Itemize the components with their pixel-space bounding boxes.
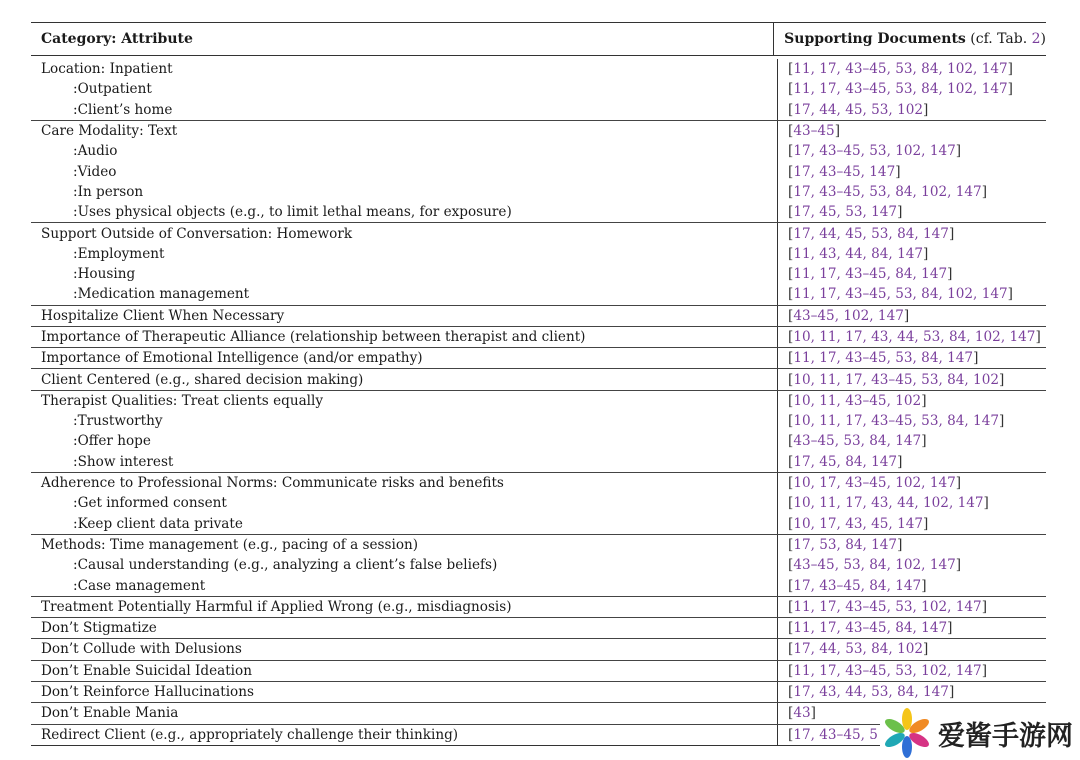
close-bracket: ] — [948, 684, 955, 701]
attribute-cell: Adherence to Professional Norms: Communicate risks and benefits — [41, 475, 504, 492]
citation-links[interactable]: 10, 11, 17, 43–45, 53, 84, 147 — [793, 413, 999, 430]
citations-cell — [777, 306, 1046, 326]
row-group — [31, 59, 1046, 120]
open-bracket: [ — [788, 350, 794, 367]
citation-links[interactable]: 17, 43–45, 84, 147 — [793, 577, 922, 594]
open-bracket: [ — [788, 81, 794, 98]
citations-cell — [777, 535, 1046, 555]
close-bracket: ] — [955, 557, 962, 574]
close-bracket: ] — [923, 641, 929, 658]
open-bracket: [ — [788, 515, 794, 532]
citation-links[interactable]: 17, 44, 45, 53, 84, 147 — [793, 225, 949, 242]
attribute-cell: Importance of Emotional Intelligence (and/or empathy) — [41, 350, 423, 367]
citation-links[interactable]: 17, 43–45, 147 — [793, 163, 896, 180]
close-bracket: ] — [947, 620, 953, 637]
attribute-cell: Don’t Stigmatize — [41, 620, 157, 637]
open-bracket: [ — [788, 684, 794, 701]
table-row — [31, 514, 1046, 534]
close-bracket: ] — [1007, 61, 1013, 78]
open-bracket: [ — [788, 183, 794, 200]
citation-links[interactable]: 11, 17, 43–45, 53, 84, 102, 147 — [793, 81, 1008, 98]
citation-links[interactable]: 11, 43, 44, 84, 147 — [793, 245, 924, 262]
table-row — [31, 223, 1046, 243]
row-group — [31, 660, 1046, 681]
close-bracket: ] — [955, 475, 962, 492]
table-row — [31, 369, 1046, 389]
attribute-cell: :Trustworthy — [73, 413, 163, 430]
open-bracket: [ — [788, 495, 794, 512]
table-row — [31, 79, 1046, 99]
flower-logo-icon — [880, 706, 934, 760]
citation-links[interactable]: 43–45, 53, 84, 102, 147 — [793, 557, 956, 574]
open-bracket: [ — [788, 61, 794, 78]
citations-cell — [777, 264, 1046, 284]
attribute-cell: Location: Inpatient — [41, 61, 173, 78]
row-group — [31, 534, 1046, 596]
open-bracket: [ — [788, 705, 794, 722]
citation-links[interactable]: 43–45, 102, 147 — [793, 307, 904, 324]
citations-cell — [777, 369, 1046, 389]
close-bracket: ] — [973, 350, 979, 367]
citations-cell — [777, 121, 1046, 141]
attribute-cell: :Medication management — [73, 286, 250, 303]
close-bracket: ] — [810, 705, 816, 722]
attribute-cell: Support Outside of Conversation: Homework — [41, 225, 353, 242]
open-bracket: [ — [788, 475, 794, 492]
open-bracket: [ — [788, 598, 794, 615]
close-bracket: ] — [897, 453, 903, 470]
citations-cell — [777, 661, 1046, 681]
citation-links[interactable]: 11, 17, 43–45, 53, 102, 147 — [793, 662, 982, 679]
citation-links[interactable]: 11, 17, 43–45, 84, 147 — [793, 620, 948, 637]
table-row — [31, 391, 1046, 411]
table-row — [31, 473, 1046, 493]
attribute-cell: :Client’s home — [73, 101, 173, 118]
close-bracket: ] — [1007, 286, 1013, 303]
table-row — [31, 575, 1046, 595]
open-bracket: [ — [788, 577, 794, 594]
table-row — [31, 597, 1046, 617]
table-row — [31, 59, 1046, 79]
table-row — [31, 452, 1046, 472]
attribute-cell: Hospitalize Client When Necessary — [41, 307, 285, 324]
attribute-cell: :Video — [73, 163, 117, 180]
attribute-cell: Treatment Potentially Harmful if Applied Wrong (e.g., misdiagnosis) — [41, 598, 512, 615]
close-bracket: ] — [923, 245, 929, 262]
close-bracket: ] — [1035, 329, 1041, 345]
attribute-cell: :Show interest — [73, 453, 174, 470]
table-row — [31, 100, 1046, 120]
attribute-cell: Don’t Enable Suicidal Ideation — [41, 662, 252, 679]
close-bracket: ] — [903, 307, 910, 324]
citations-cell — [777, 597, 1046, 617]
close-bracket: ] — [947, 266, 953, 283]
row-group — [31, 120, 1046, 222]
open-bracket: [ — [788, 413, 794, 430]
attribute-cell: :In person — [73, 183, 144, 200]
citations-cell — [777, 639, 1046, 659]
citation-links[interactable]: 17, 44, 45, 53, 102 — [793, 101, 924, 118]
table-row — [31, 306, 1046, 326]
citation-links[interactable]: 11, 17, 43–45, 53, 84, 102, 147 — [793, 61, 1008, 78]
open-bracket: [ — [788, 453, 794, 470]
open-bracket: [ — [788, 266, 794, 283]
citations-cell — [777, 202, 1046, 222]
open-bracket: [ — [788, 726, 794, 743]
table-header — [31, 23, 1046, 56]
table-row — [31, 618, 1046, 638]
attribute-cell: :Audio — [73, 143, 118, 160]
table-row — [31, 327, 1046, 347]
table-row — [31, 141, 1046, 161]
attribute-cell: Therapist Qualities: Treat clients equally — [41, 392, 324, 409]
close-bracket: ] — [897, 536, 903, 553]
close-bracket: ] — [921, 392, 927, 409]
close-bracket: ] — [895, 163, 901, 180]
citation-links[interactable]: 11, 17, 43–45, 53, 84, 147 — [793, 350, 974, 367]
open-bracket: [ — [788, 143, 794, 160]
citations-cell — [777, 59, 1046, 79]
table-row — [31, 661, 1046, 681]
open-bracket: [ — [788, 225, 794, 242]
citations-cell — [777, 682, 1046, 702]
table-row — [31, 411, 1046, 431]
row-group — [31, 617, 1046, 638]
attribute-cell: :Causal understanding (e.g., analyzing a client’s false beliefs) — [73, 557, 498, 574]
close-bracket: ] — [983, 495, 989, 512]
citation-links[interactable]: 17, 45, 84, 147 — [793, 453, 898, 470]
row-group — [31, 390, 1046, 472]
citations-cell — [777, 244, 1046, 264]
citation-links[interactable]: 17, 53, 84, 147 — [793, 536, 898, 553]
citations-cell — [777, 223, 1046, 243]
citations-cell — [777, 327, 1046, 347]
citation-links[interactable]: 11, 17, 43–45, 84, 147 — [793, 266, 948, 283]
citation-links[interactable]: 10, 11, 17, 43–45, 53, 84, 102 — [793, 371, 999, 388]
citation-links[interactable]: 17, 43–45, 53, 102, 147 — [793, 143, 956, 160]
close-bracket: ] — [921, 433, 927, 450]
citations-cell — [777, 348, 1046, 368]
attribute-cell: Importance of Therapeutic Alliance (relationship between therapist and client) — [41, 329, 586, 345]
citation-links[interactable]: 17, 44, 53, 84, 102 — [793, 641, 924, 658]
watermark-text: 爱酱手游网 — [938, 720, 1073, 752]
row-group — [31, 222, 1046, 304]
attribute-cell: Client Centered (e.g., shared decision making) — [41, 371, 364, 388]
citations-cell — [777, 182, 1046, 202]
citations-cell — [777, 141, 1046, 161]
table-row — [31, 555, 1046, 575]
open-bracket: [ — [788, 204, 794, 221]
row-group — [31, 638, 1046, 659]
citation-links[interactable]: 10, 11, 17, 43, 44, 102, 147 — [793, 495, 984, 512]
table-row — [31, 264, 1046, 284]
close-bracket: ] — [999, 371, 1005, 388]
table-ref-link[interactable]: 2 — [1031, 31, 1041, 47]
attribute-cell: :Housing — [73, 266, 136, 283]
close-bracket: ] — [981, 662, 988, 679]
citation-links[interactable]: 43–45, 53, 84, 147 — [793, 433, 922, 450]
attribute-cell: :Keep client data private — [73, 515, 243, 532]
citation-links[interactable]: 10, 11, 43–45, 102 — [793, 392, 922, 409]
attribute-cell: Don’t Reinforce Hallucinations — [41, 684, 254, 701]
citation-links[interactable]: 10, 17, 43, 45, 147 — [793, 515, 924, 532]
attribute-cell: :Uses physical objects (e.g., to limit lethal means, for exposure) — [73, 204, 512, 221]
citations-cell — [777, 79, 1046, 99]
open-bracket: [ — [788, 433, 794, 450]
attribute-cell: :Employment — [73, 245, 165, 262]
attribute-table — [31, 22, 1046, 746]
attribute-cell: :Outpatient — [73, 81, 152, 98]
open-bracket: [ — [788, 557, 794, 574]
close-bracket: ] — [897, 204, 903, 221]
open-bracket: [ — [788, 392, 794, 409]
table-row — [31, 535, 1046, 555]
citations-cell — [777, 431, 1046, 451]
watermark — [880, 706, 1080, 760]
close-bracket: ] — [834, 123, 841, 140]
close-bracket: ] — [923, 515, 929, 532]
attribute-cell: Don’t Enable Mania — [41, 705, 179, 722]
table-row — [31, 431, 1046, 451]
citation-links[interactable]: 17, 45, 53, 147 — [793, 204, 898, 221]
row-group — [31, 305, 1046, 326]
table-row — [31, 121, 1046, 141]
table-row — [31, 493, 1046, 513]
citation-links[interactable]: 11, 17, 43–45, 53, 102, 147 — [793, 598, 982, 615]
open-bracket: [ — [788, 536, 794, 553]
table-row — [31, 682, 1046, 702]
open-bracket: [ — [788, 371, 794, 388]
table-row — [31, 202, 1046, 222]
close-bracket: ] — [981, 598, 988, 615]
citations-cell — [777, 100, 1046, 120]
header-supporting-documents: Supporting Documents (cf. Tab. 2 ) — [773, 23, 1046, 55]
citations-cell — [777, 514, 1046, 534]
attribute-cell: Don’t Collude with Delusions — [41, 641, 242, 658]
citations-cell — [777, 411, 1046, 431]
close-bracket: ] — [955, 143, 962, 160]
citations-cell — [777, 473, 1046, 493]
open-bracket: [ — [788, 329, 794, 345]
row-group — [31, 347, 1046, 368]
table-row — [31, 348, 1046, 368]
attribute-cell: Care Modality: Text — [41, 123, 178, 140]
open-bracket: [ — [788, 101, 794, 118]
row-group — [31, 681, 1046, 702]
close-bracket: ] — [923, 101, 929, 118]
close-bracket: ] — [981, 183, 988, 200]
open-bracket: [ — [788, 286, 794, 303]
citation-links[interactable]: 17, 43–45, 53, 84, 102, 147 — [793, 183, 982, 200]
close-bracket: ] — [921, 577, 927, 594]
citations-cell — [777, 618, 1046, 638]
row-group — [31, 596, 1046, 617]
citation-links[interactable]: 17, 43–45, 5 — [793, 726, 878, 743]
attribute-cell: :Get informed consent — [73, 495, 227, 512]
citations-cell — [777, 575, 1046, 595]
table-row — [31, 161, 1046, 181]
citations-cell — [777, 284, 1046, 304]
citation-links[interactable]: 43–45 — [793, 123, 835, 140]
citation-links[interactable]: 10, 17, 43–45, 102, 147 — [793, 475, 956, 492]
row-group — [31, 326, 1046, 347]
citations-cell — [777, 391, 1046, 411]
close-bracket: ] — [948, 225, 955, 242]
citation-links[interactable]: 11, 17, 43–45, 53, 84, 102, 147 — [793, 286, 1008, 303]
open-bracket: [ — [788, 662, 794, 679]
close-bracket: ] — [1007, 81, 1013, 98]
attribute-cell: :Offer hope — [73, 433, 151, 450]
table-row — [31, 244, 1046, 264]
attribute-cell: Methods: Time management (e.g., pacing of a session) — [41, 536, 419, 553]
open-bracket: [ — [788, 245, 794, 262]
open-bracket: [ — [788, 163, 794, 180]
table-row — [31, 639, 1046, 659]
table-row — [31, 284, 1046, 304]
row-group — [31, 368, 1046, 389]
open-bracket: [ — [788, 307, 794, 324]
attribute-cell: :Case management — [73, 577, 206, 594]
attribute-cell: Redirect Client (e.g., appropriately challenge their thinking) — [41, 726, 459, 743]
citations-cell — [777, 493, 1046, 513]
close-bracket: ] — [999, 413, 1005, 430]
row-group — [31, 472, 1046, 534]
header-category: Category: Attribute — [41, 31, 193, 47]
citations-cell — [777, 161, 1046, 181]
citations-cell — [777, 452, 1046, 472]
open-bracket: [ — [788, 641, 794, 658]
table-row — [31, 182, 1046, 202]
open-bracket: [ — [788, 123, 794, 140]
citation-links[interactable]: 10, 11, 17, 43, 44, 53, 84, 102, 147 — [793, 329, 1036, 345]
table-body — [31, 59, 1046, 745]
citation-links[interactable]: 17, 43, 44, 53, 84, 147 — [793, 684, 949, 701]
citation-links[interactable]: 43 — [793, 705, 811, 722]
citations-cell — [777, 555, 1046, 575]
open-bracket: [ — [788, 620, 794, 637]
